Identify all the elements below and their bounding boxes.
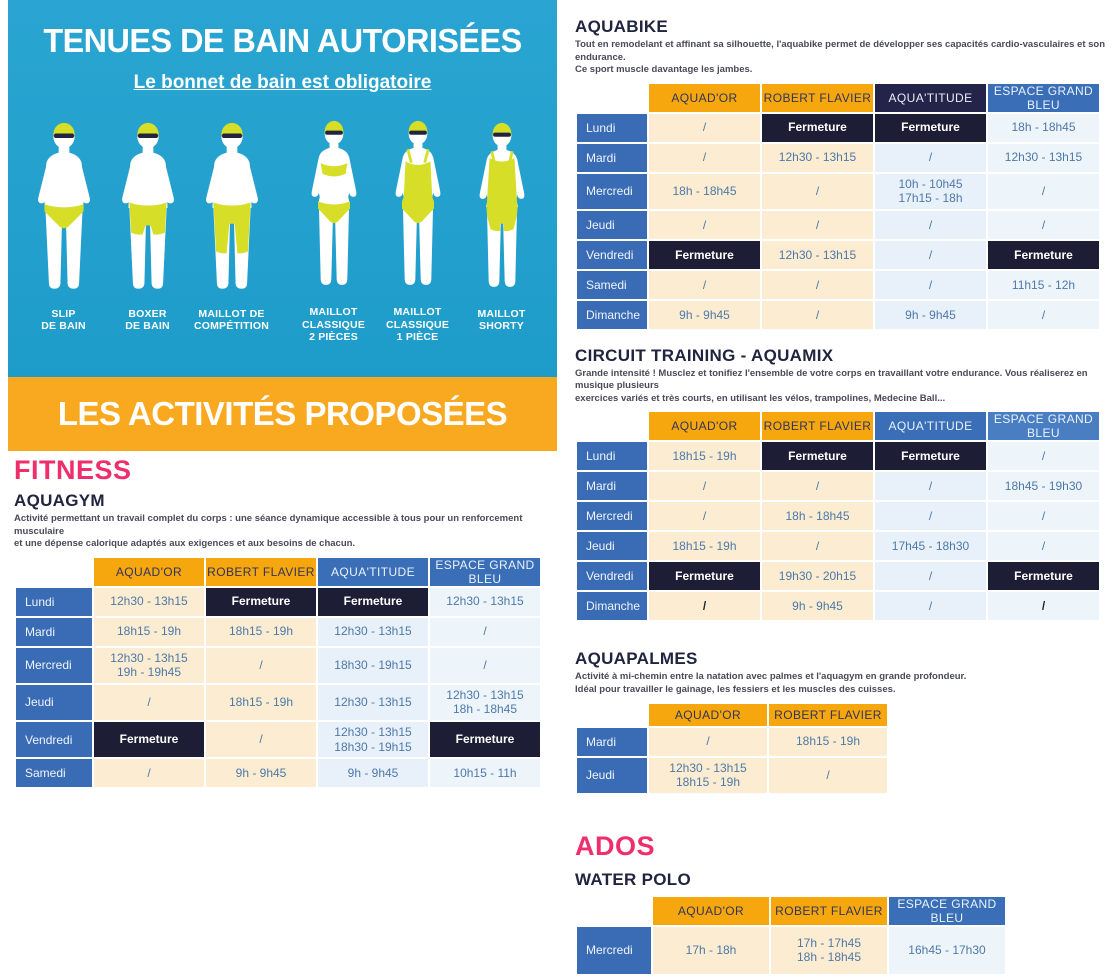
- closed-cell: Fermeture: [94, 722, 204, 757]
- time-cell: 18h15 - 19h: [206, 618, 316, 646]
- time-cell: /: [94, 685, 204, 720]
- day-label-vendredi: Vendredi: [16, 722, 92, 757]
- time-cell: /: [762, 271, 873, 299]
- aquabike-section: [575, 17, 1112, 331]
- activity-title-water-polo: WATER POLO: [575, 869, 692, 889]
- swimwear-figures-row: [8, 106, 557, 344]
- time-cell: 9h - 9h45: [875, 301, 986, 329]
- figure-label: MAILLOT CLASSIQUE 2 PIÈCES: [301, 306, 366, 344]
- activity-title-aquabike: AQUABIKE: [575, 17, 669, 36]
- time-cell: 17h - 17h45 18h - 18h45: [771, 927, 887, 974]
- day-label-jeudi: Jeudi: [577, 532, 647, 560]
- figure-maillot-classique-1-pi-ce: [377, 106, 459, 344]
- time-cell: /: [649, 502, 760, 530]
- figure-label: MAILLOT SHORTY: [477, 307, 526, 333]
- table-row: [16, 588, 540, 616]
- column-header-espace-grand-bleu: ESPACE GRAND BLEU: [988, 412, 1099, 440]
- time-cell: /: [875, 271, 986, 299]
- time-cell: /: [762, 211, 873, 239]
- day-label-mercredi: Mercredi: [577, 502, 647, 530]
- day-label-dimanche: Dimanche: [577, 592, 647, 620]
- table-row: [577, 472, 1099, 500]
- column-header-robert-flavier: ROBERT FLAVIER: [769, 704, 887, 726]
- page-title: TENUES DE BAIN AUTORISÉES: [43, 22, 522, 59]
- figure-label: MAILLOT CLASSIQUE 1 PIÈCE: [385, 306, 450, 344]
- day-label-mardi: Mardi: [577, 728, 647, 756]
- column-header-espace-grand-bleu: ESPACE GRAND BLEU: [889, 897, 1005, 925]
- figure-label: MAILLOT DE COMPÉTITION: [193, 307, 270, 333]
- circuit-table: [575, 410, 1101, 622]
- time-cell: /: [988, 592, 1099, 620]
- time-cell: /: [875, 241, 986, 269]
- column-header-aqua-titude: AQUA'TITUDE: [875, 412, 986, 440]
- figure-label: SLIP DE BAIN: [41, 307, 86, 333]
- time-cell: /: [649, 592, 760, 620]
- table-row: [577, 592, 1099, 620]
- time-cell: 9h - 9h45: [318, 759, 428, 787]
- time-cell: /: [649, 728, 767, 756]
- aquapalmes-schedule: [575, 702, 1112, 795]
- time-cell: 12h30 - 13h15 18h - 18h45: [430, 685, 540, 720]
- time-cell: /: [988, 301, 1099, 329]
- time-cell: /: [988, 174, 1099, 209]
- time-cell: /: [649, 271, 760, 299]
- table-row: [577, 301, 1099, 329]
- activities-banner: [8, 377, 557, 451]
- day-label-vendredi: Vendredi: [577, 241, 647, 269]
- time-cell: 18h15 - 19h: [649, 532, 760, 560]
- table-row: [577, 532, 1099, 560]
- activity-description-circuit-training: Grande intensité ! Musclez et tonifiez l'ensemble de votre corps en travaillant votre endurance. Vous réaliserez en musique plusieurs exercices variés et très courts, en utilisant les vélos, trampolines, Medecine Ball...: [575, 367, 1088, 404]
- closed-cell: Fermeture: [649, 241, 760, 269]
- time-cell: 18h15 - 19h: [206, 685, 316, 720]
- time-cell: 18h15 - 19h: [769, 728, 887, 756]
- time-cell: /: [769, 758, 887, 793]
- table-corner: [577, 84, 647, 112]
- day-label-samedi: Samedi: [577, 271, 647, 299]
- table-row: [16, 648, 540, 683]
- time-cell: 18h - 18h45: [762, 502, 873, 530]
- section-title-ados: ADOS: [575, 830, 656, 861]
- table-row: [16, 722, 540, 757]
- aquapalmes-table: [575, 702, 889, 795]
- activities-banner-label: LES ACTIVITÉS PROPOSÉES: [57, 395, 508, 432]
- column-header-aquad-or: AQUAD'OR: [649, 412, 760, 440]
- time-cell: /: [875, 502, 986, 530]
- swim-cap-mandatory-note: Le bonnet de bain est obligatoire: [133, 72, 432, 93]
- closed-cell: Fermeture: [875, 442, 986, 470]
- column-header-robert-flavier: ROBERT FLAVIER: [762, 412, 873, 440]
- table-row: [16, 618, 540, 646]
- figure-label: BOXER DE BAIN: [125, 307, 170, 333]
- aquagym-table: [14, 556, 542, 790]
- time-cell: 9h - 9h45: [206, 759, 316, 787]
- day-label-jeudi: Jeudi: [577, 211, 647, 239]
- time-cell: /: [649, 472, 760, 500]
- closed-cell: Fermeture: [988, 562, 1099, 590]
- time-cell: 18h - 18h45: [649, 174, 760, 209]
- swimmer-slip-icon: [24, 108, 104, 304]
- day-label-mardi: Mardi: [577, 472, 647, 500]
- time-cell: /: [875, 144, 986, 172]
- time-cell: 17h45 - 18h30: [875, 532, 986, 560]
- activity-description-aquapalmes: Activité à mi-chemin entre la natation avec palmes et l'aquagym en grande profondeur. Idéal pour travailler le gainage, les fessiers et les muscles des cuisses.: [575, 671, 967, 695]
- aquabike-schedule: [575, 82, 1112, 331]
- time-cell: /: [988, 211, 1099, 239]
- time-cell: /: [762, 301, 873, 329]
- day-label-mardi: Mardi: [16, 618, 92, 646]
- time-cell: 12h30 - 13h15: [430, 588, 540, 616]
- time-cell: /: [762, 532, 873, 560]
- right-column: [575, 17, 1112, 976]
- column-header-aquad-or: AQUAD'OR: [94, 558, 204, 586]
- table-corner: [16, 558, 92, 586]
- figure-maillot-shorty: [461, 108, 543, 344]
- water-polo-schedule: [575, 895, 1112, 976]
- figure-boxer-de-bain: [107, 108, 189, 344]
- time-cell: /: [988, 502, 1099, 530]
- time-cell: 10h - 10h45 17h15 - 18h: [875, 174, 986, 209]
- day-label-mercredi: Mercredi: [577, 174, 647, 209]
- table-row: [577, 114, 1099, 142]
- time-cell: 16h45 - 17h30: [889, 927, 1005, 974]
- column-header-aqua-titude: AQUA'TITUDE: [875, 84, 986, 112]
- time-cell: 12h30 - 13h15: [988, 144, 1099, 172]
- closed-cell: Fermeture: [762, 442, 873, 470]
- time-cell: /: [875, 211, 986, 239]
- column-header-espace-grand-bleu: ESPACE GRAND BLEU: [430, 558, 540, 586]
- time-cell: /: [762, 472, 873, 500]
- section-title-fitness: FITNESS: [14, 455, 132, 485]
- activity-title-circuit-training: CIRCUIT TRAINING - AQUAMIX: [575, 345, 834, 365]
- closed-cell: Fermeture: [430, 722, 540, 757]
- column-header-aquad-or: AQUAD'OR: [649, 84, 760, 112]
- closed-cell: Fermeture: [988, 241, 1099, 269]
- table-row: [577, 241, 1099, 269]
- circuit-training-section: [575, 346, 1112, 623]
- table-row: [577, 211, 1099, 239]
- table-row: [577, 271, 1099, 299]
- time-cell: /: [649, 114, 760, 142]
- time-cell: 11h15 - 12h: [988, 271, 1099, 299]
- activity-description-aquagym: Activité permettant un travail complet du corps : une séance dynamique accessible à tous pour un renforcement musculaire et une dépense calorique adaptés aux exigences et aux besoins de chacun.: [14, 513, 523, 550]
- swimmer-shorty-icon: [462, 108, 542, 304]
- day-label-mardi: Mardi: [577, 144, 647, 172]
- column-header-aqua-titude: AQUA'TITUDE: [318, 558, 428, 586]
- day-label-samedi: Samedi: [16, 759, 92, 787]
- time-cell: /: [94, 759, 204, 787]
- time-cell: /: [875, 592, 986, 620]
- time-cell: /: [430, 648, 540, 683]
- day-label-jeudi: Jeudi: [577, 758, 647, 793]
- figure-maillot-de-comp-tition: [191, 108, 273, 344]
- day-label-lundi: Lundi: [577, 442, 647, 470]
- table-row: [577, 502, 1099, 530]
- table-corner: [577, 897, 651, 925]
- table-row: [577, 562, 1099, 590]
- swimmer-jammer-icon: [192, 108, 272, 304]
- table-row: [577, 758, 887, 793]
- time-cell: 12h30 - 13h15: [762, 144, 873, 172]
- closed-cell: Fermeture: [649, 562, 760, 590]
- column-header-robert-flavier: ROBERT FLAVIER: [206, 558, 316, 586]
- aquagym-schedule: [14, 556, 557, 790]
- time-cell: /: [206, 722, 316, 757]
- table-row: [16, 759, 540, 787]
- swimmer-1piece-icon: [378, 106, 458, 302]
- day-label-mercredi: Mercredi: [577, 927, 651, 974]
- ados-section: [575, 831, 1112, 976]
- time-cell: 12h30 - 13h15 18h30 - 19h15: [318, 722, 428, 757]
- time-cell: 12h30 - 13h15: [762, 241, 873, 269]
- closed-cell: Fermeture: [206, 588, 316, 616]
- closed-cell: Fermeture: [762, 114, 873, 142]
- time-cell: 12h30 - 13h15 18h15 - 19h: [649, 758, 767, 793]
- time-cell: /: [988, 532, 1099, 560]
- time-cell: 12h30 - 13h15: [94, 588, 204, 616]
- day-label-lundi: Lundi: [577, 114, 647, 142]
- time-cell: /: [988, 442, 1099, 470]
- table-corner: [577, 704, 647, 726]
- swimwear-rules-panel: [8, 0, 557, 377]
- aquabike-table: [575, 82, 1101, 331]
- activity-description-aquabike: Tout en remodelant et affinant sa silhouette, l'aquabike permet de développer ses capacités cardio-vasculaires et son endurance. Ce sport muscle davantage les jambes.: [575, 39, 1106, 76]
- table-row: [577, 728, 887, 756]
- column-header-aquad-or: AQUAD'OR: [653, 897, 769, 925]
- time-cell: /: [875, 472, 986, 500]
- time-cell: 9h - 9h45: [649, 301, 760, 329]
- swimmer-2pieces-icon: [294, 106, 374, 302]
- day-label-lundi: Lundi: [16, 588, 92, 616]
- time-cell: /: [762, 174, 873, 209]
- time-cell: 17h - 18h: [653, 927, 769, 974]
- column-header-robert-flavier: ROBERT FLAVIER: [762, 84, 873, 112]
- circuit-training-schedule: [575, 410, 1112, 622]
- time-cell: 12h30 - 13h15: [318, 685, 428, 720]
- time-cell: 12h30 - 13h15 19h - 19h45: [94, 648, 204, 683]
- table-row: [577, 927, 1005, 974]
- aquapalmes-section: [575, 649, 1112, 794]
- fitness-section: [14, 455, 557, 789]
- time-cell: /: [430, 618, 540, 646]
- swimmer-boxer-icon: [108, 108, 188, 304]
- column-header-espace-grand-bleu: ESPACE GRAND BLEU: [988, 84, 1099, 112]
- day-label-mercredi: Mercredi: [16, 648, 92, 683]
- time-cell: 18h15 - 19h: [94, 618, 204, 646]
- column-header-aquad-or: AQUAD'OR: [649, 704, 767, 726]
- table-row: [577, 442, 1099, 470]
- figure-maillot-classique-2-pi-ces: [293, 106, 375, 344]
- closed-cell: Fermeture: [875, 114, 986, 142]
- activity-title-aquagym: AQUAGYM: [14, 491, 105, 510]
- activity-title-aquapalmes: AQUAPALMES: [575, 649, 698, 669]
- time-cell: 18h45 - 19h30: [988, 472, 1099, 500]
- table-row: [577, 174, 1099, 209]
- time-cell: 12h30 - 13h15: [318, 618, 428, 646]
- day-label-vendredi: Vendredi: [577, 562, 647, 590]
- waterpolo-table: [575, 895, 1007, 976]
- figure-slip-de-bain: [23, 108, 105, 344]
- day-label-dimanche: Dimanche: [577, 301, 647, 329]
- time-cell: 18h - 18h45: [988, 114, 1099, 142]
- day-label-jeudi: Jeudi: [16, 685, 92, 720]
- time-cell: 19h30 - 20h15: [762, 562, 873, 590]
- table-row: [577, 144, 1099, 172]
- time-cell: /: [875, 562, 986, 590]
- time-cell: 9h - 9h45: [762, 592, 873, 620]
- time-cell: 18h30 - 19h15: [318, 648, 428, 683]
- time-cell: /: [206, 648, 316, 683]
- closed-cell: Fermeture: [318, 588, 428, 616]
- time-cell: /: [649, 144, 760, 172]
- table-row: [16, 685, 540, 720]
- column-header-robert-flavier: ROBERT FLAVIER: [771, 897, 887, 925]
- table-corner: [577, 412, 647, 440]
- time-cell: 18h15 - 19h: [649, 442, 760, 470]
- time-cell: 10h15 - 11h: [430, 759, 540, 787]
- time-cell: /: [649, 211, 760, 239]
